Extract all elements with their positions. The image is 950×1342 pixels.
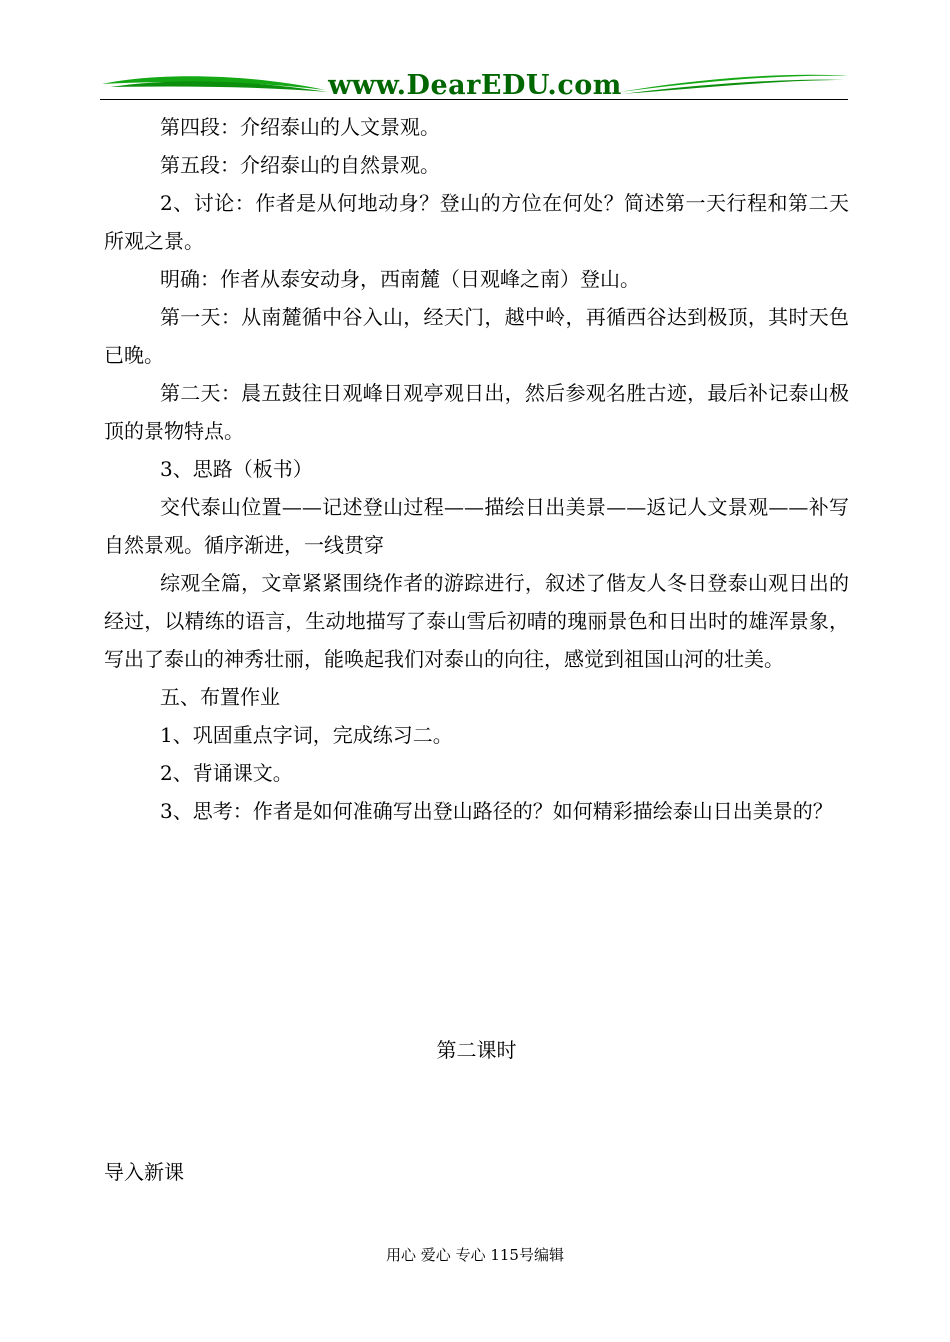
paragraph: 3、思路（板书） bbox=[160, 457, 313, 481]
paragraph: 第一天：从南麓循中谷入山，经天门，越中岭，再循西谷达到极顶，其时天色已晚。 bbox=[104, 305, 849, 367]
paragraph: 明确：作者从泰安动身，西南麓（日观峰之南）登山。 bbox=[160, 267, 640, 291]
site-header-banner bbox=[100, 62, 850, 104]
site-logo-text: www.DearEDU.com bbox=[328, 70, 622, 101]
paragraph: 第五段：介绍泰山的自然景观。 bbox=[160, 153, 440, 177]
paragraph: 1、巩固重点字词，完成练习二。 bbox=[160, 723, 453, 747]
paragraph: 2、讨论：作者是从何地动身？登山的方位在何处？简述第一天行程和第二天所观之景。 bbox=[104, 191, 849, 253]
paragraph: 3、思考：作者是如何准确写出登山路径的？如何精彩描绘泰山日出美景的？ bbox=[160, 799, 833, 823]
paragraph: 第二天：晨五鼓往日观峰日观亭观日出，然后参观名胜古迹，最后补记泰山极顶的景物特点。 bbox=[104, 381, 849, 443]
page-footer: 用心 爱心 专心 115号编辑 bbox=[386, 1246, 564, 1264]
header-divider bbox=[100, 99, 848, 100]
paragraph: 综观全篇，文章紧紧围绕作者的游踪进行，叙述了偕友人冬日登泰山观日出的经过，以精练的语言，生动地描写了泰山雪后初晴的瑰丽景色和日出时的雄浑景象，写出了泰山的神秀壮丽，能唤起我们对泰山的向往，感觉到祖国山河的壮美。 bbox=[104, 571, 849, 671]
paragraph: 五、布置作业 bbox=[160, 685, 280, 709]
paragraph: 第四段：介绍泰山的人文景观。 bbox=[160, 115, 440, 139]
paragraph: 2、背诵课文。 bbox=[160, 761, 293, 785]
document-body bbox=[104, 108, 849, 830]
intro-heading: 导入新课 bbox=[104, 1160, 184, 1184]
paragraph: 交代泰山位置——记述登山过程——描绘日出美景——返记人文景观——补写自然景观。循序渐进，一线贯穿 bbox=[104, 495, 849, 557]
section-title: 第二课时 bbox=[436, 1038, 517, 1062]
